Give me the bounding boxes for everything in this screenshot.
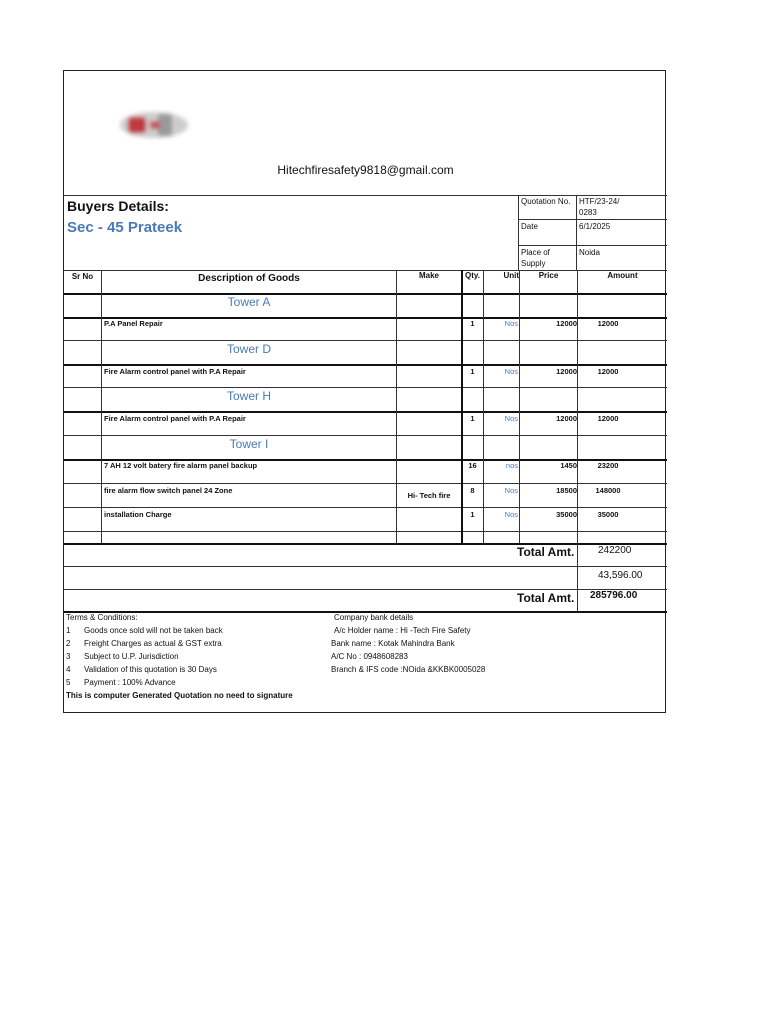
item-price: 1450	[560, 461, 577, 470]
item-unit: Nos	[504, 486, 518, 495]
grand-total-label: Total Amt.	[517, 591, 575, 605]
col-header-unit: Unit	[503, 271, 519, 280]
item-description: Fire Alarm control panel with P.A Repair	[104, 414, 246, 423]
item-price: 12000	[556, 414, 577, 423]
item-unit: Nos	[504, 510, 518, 519]
item-amount: 23200	[597, 461, 619, 470]
item-price: 18500	[556, 486, 577, 495]
terms-item-no: 2	[66, 639, 71, 648]
item-description: P.A Panel Repair	[104, 319, 163, 328]
place-of-supply-label: Place of Supply	[521, 248, 550, 268]
item-amount: 35000	[597, 510, 619, 519]
item-qty: 16	[468, 461, 477, 470]
col-header-amount: Amount	[607, 271, 638, 280]
item-qty: 1	[470, 319, 475, 328]
quotation-sheet	[63, 70, 666, 713]
terms-item-text: Goods once sold will not be taken back	[84, 626, 223, 635]
col-header-sr: Sr No	[71, 272, 94, 281]
item-amount: 148000	[595, 486, 621, 495]
col-header-make: Make	[418, 271, 439, 280]
terms-item-no: 5	[66, 678, 71, 687]
date-label: Date	[521, 222, 538, 231]
terms-title: Terms & Conditions:	[66, 613, 138, 622]
item-description: Fire Alarm control panel with P.A Repair	[104, 367, 246, 376]
bank-details-title: Company bank details	[334, 613, 414, 622]
bank-branch-ifsc: Branch & IFS code :NOida &KKBK0005028	[331, 665, 486, 674]
bank-holder-name: A/c Holder name : Hi -Tech Fire Safety	[334, 626, 471, 635]
terms-footer-note: This is computer Generated Quotation no need to signature	[66, 691, 293, 700]
item-qty: 1	[470, 414, 475, 423]
total-amount-label: Total Amt.	[517, 545, 575, 559]
quotation-no-label: Quotation No.	[521, 197, 571, 206]
col-header-price: Price	[538, 271, 559, 280]
terms-item-no: 3	[66, 652, 71, 661]
company-logo	[116, 107, 192, 143]
item-qty: 8	[470, 486, 475, 495]
buyers-details-title: Buyers Details:	[67, 198, 169, 214]
terms-item-text: Freight Charges as actual & GST extra	[84, 639, 222, 648]
item-unit: Nos	[504, 367, 518, 376]
section-heading-tower-i: Tower I	[229, 437, 269, 451]
section-heading-tower-a: Tower A	[227, 295, 271, 309]
terms-item-text: Payment : 100% Advance	[84, 678, 176, 687]
item-qty: 1	[470, 510, 475, 519]
terms-item-text: Validation of this quotation is 30 Days	[84, 665, 217, 674]
quotation-no-value: HTF/23-24/ 0283	[579, 197, 620, 217]
item-price: 35000	[556, 510, 577, 519]
item-description: 7 AH 12 volt batery fire alarm panel backup	[104, 461, 258, 470]
col-header-description: Description of Goods	[198, 273, 300, 284]
company-email: Hitechfiresafety9818@gmail.com	[277, 163, 454, 177]
section-heading-tower-d: Tower D	[226, 342, 271, 356]
item-price: 12000	[556, 367, 577, 376]
item-description: fire alarm flow switch panel 24 Zone	[104, 486, 233, 495]
item-amount: 12000	[597, 319, 619, 328]
terms-item-no: 1	[66, 626, 71, 635]
tax-amount-value: 43,596.00	[598, 570, 643, 581]
bank-name: Bank name : Kotak Mahindra Bank	[331, 639, 455, 648]
bank-account-number: A/C No : 0948608283	[331, 652, 408, 661]
item-amount: 12000	[597, 414, 619, 423]
item-unit: Nos	[504, 319, 518, 328]
total-amount-value: 242200	[598, 545, 632, 556]
buyer-name: Sec - 45 Prateek	[67, 219, 183, 236]
item-qty: 1	[470, 367, 475, 376]
item-amount: 12000	[597, 367, 619, 376]
col-header-qty: Qty.	[465, 271, 480, 280]
terms-item-no: 4	[66, 665, 71, 674]
section-heading-tower-h: Tower H	[226, 389, 271, 403]
date-value: 6/1/2025	[579, 222, 611, 231]
item-price: 12000	[556, 319, 577, 328]
terms-item-text: Subject to U.P. Jurisdiction	[84, 652, 179, 661]
item-unit: Nos	[504, 414, 518, 423]
place-of-supply-value: Noida	[579, 248, 600, 257]
item-description: installation Charge	[104, 510, 172, 519]
grand-total-value: 285796.00	[590, 590, 638, 601]
item-unit: nos	[505, 461, 518, 470]
item-make: Hi- Tech fire	[407, 491, 451, 500]
